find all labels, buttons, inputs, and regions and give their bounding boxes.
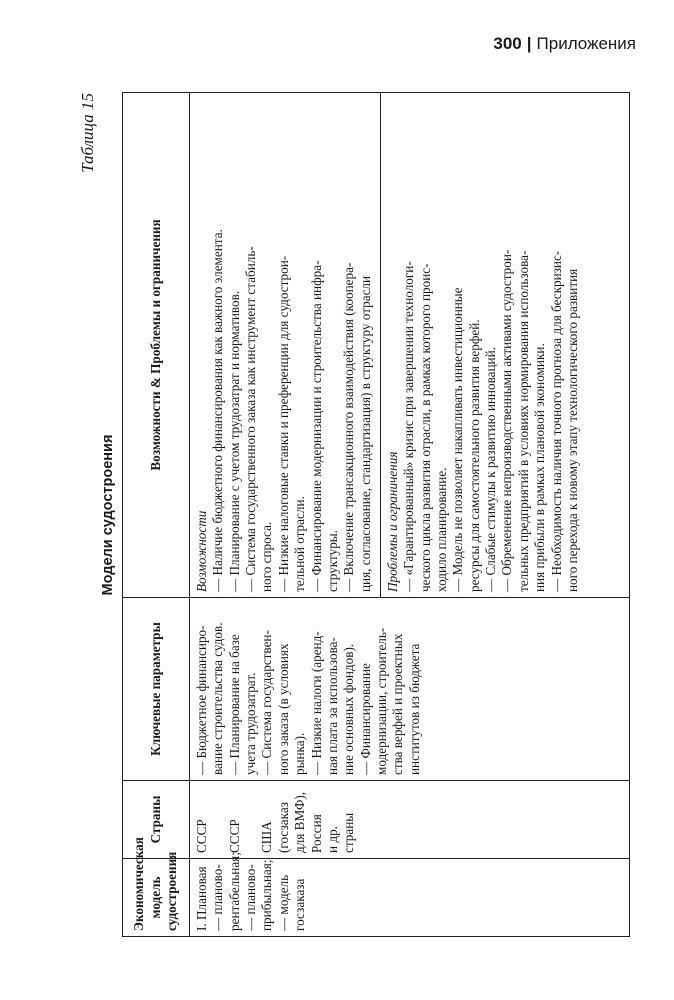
parameter-line: вание строительства судов. xyxy=(210,622,226,775)
model-line: рентабельная; xyxy=(226,852,242,931)
table-title: Модели судостроения xyxy=(100,434,116,596)
country-line: США xyxy=(259,821,275,853)
column-header-model: Экономическая модель судостроения xyxy=(123,859,190,937)
shipbuilding-models-table xyxy=(122,92,630,937)
model-line: I. Плановая xyxy=(194,866,209,931)
page-header xyxy=(493,34,636,54)
problem-line: — Обременение непроизводственными активами судострои- xyxy=(499,249,515,592)
section-title: Приложения xyxy=(536,34,636,53)
parameter-line: рынка). xyxy=(292,732,308,775)
page-number: 300 xyxy=(493,34,522,53)
model-line: госзаказа xyxy=(292,878,308,931)
parameter-line: — Низкие налоги (аренд- xyxy=(308,631,324,775)
opportunity-line: тельной отрасли. xyxy=(292,496,308,592)
opportunity-line: — Низкие налоговые ставки и преференции для судострои- xyxy=(275,255,291,592)
table-row xyxy=(190,93,630,937)
table-header-row xyxy=(123,93,190,937)
parameter-line: — Планирование на базе xyxy=(226,634,242,775)
opportunities-problems-cell xyxy=(190,93,630,598)
parameter-line: — Финансирование xyxy=(357,663,373,775)
opportunity-line: — Планирование с учетом трудозатрат и нормативов. xyxy=(226,290,242,592)
opportunity-line: ного спроса. xyxy=(259,521,275,592)
parameter-line: — Система государствен- xyxy=(259,630,275,775)
problem-line: ного перехода к новому этапу технологического развития xyxy=(564,268,580,592)
parameter-line: — Бюджетное финансиро- xyxy=(194,625,209,775)
opportunity-line: ция, согласование, стандартизация) в структуру отрасли xyxy=(357,275,373,592)
opportunities-heading: Возможности xyxy=(194,510,209,592)
column-header-opportunities-problems: Возможности & Проблемы и ограничения xyxy=(123,93,190,598)
parameter-line: институтов из бюджета xyxy=(406,643,422,775)
column-header-parameters: Ключевые параметры xyxy=(123,598,190,781)
opportunities-block xyxy=(190,93,380,597)
problem-line: — «Гарантированный» кризис при завершении технологи- xyxy=(401,261,417,592)
country-spacer xyxy=(243,786,259,853)
problem-line: ческого цикла развития отрасли, в рамках которого проис- xyxy=(417,263,433,592)
parameter-line: ние основных фондов). xyxy=(341,643,357,775)
parameter-line: ства верфей и проектных xyxy=(390,633,406,775)
country-spacer xyxy=(210,786,226,853)
model-line: — планово- xyxy=(210,864,226,931)
country-line: Россия xyxy=(308,814,324,853)
problem-line: ресурсы для самостоятельного развития верфей. xyxy=(466,319,482,592)
header-separator: | xyxy=(526,34,532,53)
parameter-line: ная плата за использова- xyxy=(324,637,340,775)
country-line: и др. xyxy=(324,826,340,853)
column-header-countries: Страны xyxy=(123,781,190,859)
country-line: страны xyxy=(341,812,357,853)
parameters-cell xyxy=(190,598,630,781)
country-line: СССР xyxy=(194,819,209,853)
opportunity-line: — Наличие бюджетного финансирования как важного элемента. xyxy=(210,229,226,592)
problems-heading: Проблемы и ограничения xyxy=(384,451,400,592)
countries-cell xyxy=(190,781,630,859)
country-line: (госзаказ xyxy=(275,802,291,853)
opportunity-line: структуры. xyxy=(324,530,340,592)
problem-line: ходило планирование. xyxy=(434,467,450,592)
country-line: СССР xyxy=(226,819,242,853)
parameter-line: модернизации, строитель- xyxy=(373,627,389,775)
parameter-line: учета трудозатрат. xyxy=(243,672,259,775)
parameter-line: ного заказа (в условиях xyxy=(275,643,291,775)
country-line: для ВМФ), xyxy=(292,791,308,853)
table-label: Таблица 15 xyxy=(78,93,97,173)
problem-line: — Слабые стимулы к развитию инноваций. xyxy=(483,347,499,592)
model-line: — планово- xyxy=(243,864,259,931)
problems-block xyxy=(380,93,587,597)
problem-line: тельных предприятий в условиях нормирования использова- xyxy=(515,250,531,592)
problem-line: ния прибыли в рамках плановой экономики. xyxy=(532,343,548,592)
opportunity-line: — Финансирование модернизации и строительства инфра- xyxy=(308,260,324,592)
opportunity-line: — Включение трансакционного взаимодействия (коопера- xyxy=(341,262,357,592)
problem-line: — Необходимость наличия точного прогноза для бескризис- xyxy=(548,250,564,592)
problem-line: — Модель не позволяет накапливать инвестиционные xyxy=(450,287,466,592)
model-cell xyxy=(190,852,630,937)
opportunity-line: — Система государственного заказа как инструмент стабиль- xyxy=(243,246,259,592)
model-line: прибыльная; xyxy=(259,859,275,931)
rotated-table-page xyxy=(78,93,632,937)
model-line: — модель xyxy=(275,874,291,931)
